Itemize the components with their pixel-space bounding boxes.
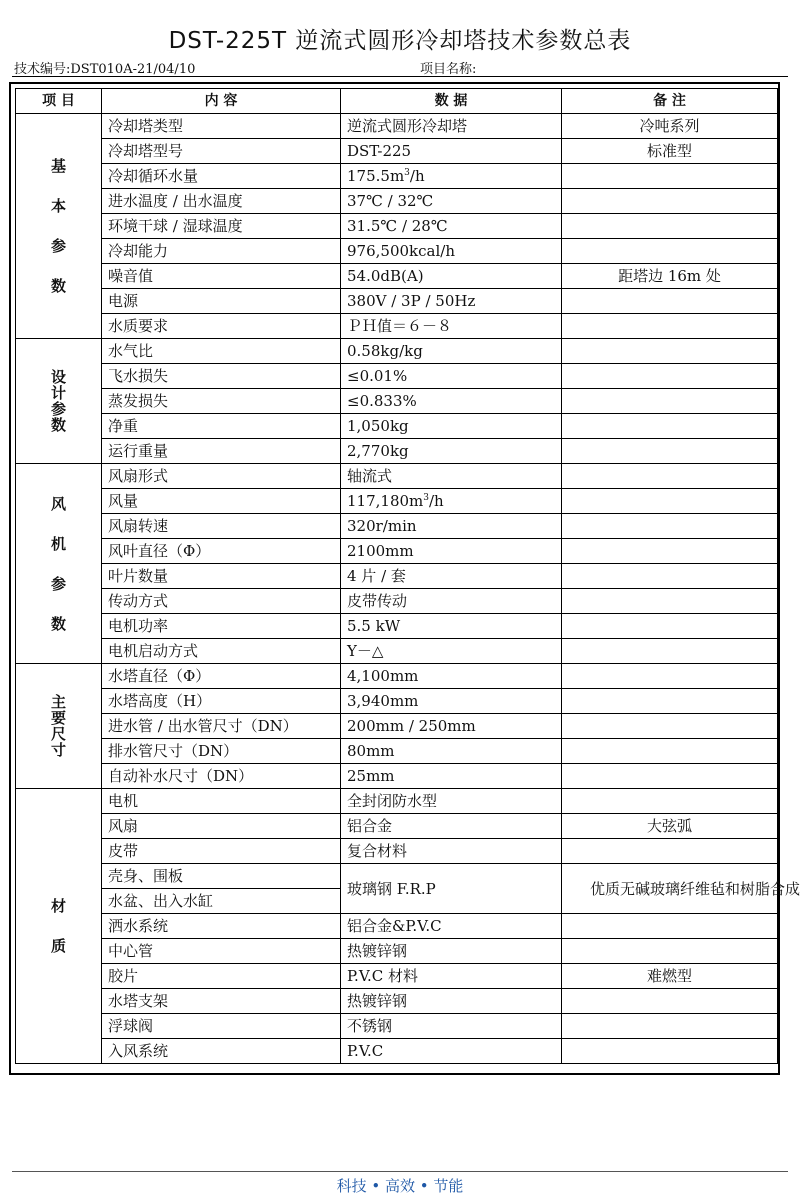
table-row (16, 389, 778, 414)
row-content: 电源 (102, 289, 341, 314)
document-title: DST-225T 逆流式圆形冷却塔技术参数总表 (168, 28, 632, 54)
table-row (16, 414, 778, 439)
row-content: 水气比 (102, 339, 341, 364)
table-row (16, 489, 778, 514)
row-remark (562, 664, 778, 689)
row-content: 冷却循环水量 (102, 164, 341, 189)
row-remark (562, 1039, 778, 1064)
row-remark (562, 589, 778, 614)
row-content: 水塔高度（H） (102, 689, 341, 714)
row-content: 蒸发损失 (102, 389, 341, 414)
row-remark (562, 789, 778, 814)
row-content: 水塔支架 (102, 989, 341, 1014)
row-remark (562, 839, 778, 864)
row-data: Y－△ (341, 639, 562, 664)
section-label-char: 参 (50, 400, 66, 418)
section-label-char: 设 (50, 368, 66, 386)
row-data: 80mm (341, 739, 562, 764)
table-row (16, 664, 778, 689)
row-remark (562, 489, 778, 514)
row-remark: 距塔边 16m 处 (562, 264, 778, 289)
table-row (16, 164, 778, 189)
row-data: 逆流式圆形冷却塔 (341, 114, 562, 139)
row-data: 31.5℃ / 28℃ (341, 214, 562, 239)
spec-table (15, 88, 800, 1064)
section-label (16, 114, 102, 339)
section-label-char: 计 (50, 384, 66, 402)
row-data: 976,500kcal/h (341, 239, 562, 264)
row-content: 风扇转速 (102, 514, 341, 539)
row-data: 4 片 / 套 (341, 564, 562, 589)
row-remark (562, 539, 778, 564)
row-data: ＰＨ值＝６－８ (341, 314, 562, 339)
row-data: ≤0.01% (341, 364, 562, 389)
row-data: 玻璃钢 F.R.P (341, 864, 562, 914)
section-label-char: 要 (50, 709, 66, 727)
section-label-char: 参 (50, 574, 66, 593)
row-data: 热镀锌钢 (341, 989, 562, 1014)
row-remark: 优质无碱玻璃纤维毡和树脂合成 (562, 864, 778, 914)
row-remark (562, 314, 778, 339)
row-remark (562, 764, 778, 789)
row-data: 25mm (341, 764, 562, 789)
row-remark (562, 389, 778, 414)
header-content: 内 容 (102, 89, 341, 114)
row-content: 电机 (102, 789, 341, 814)
table-row (16, 964, 778, 989)
table-row (16, 689, 778, 714)
table-header-row (16, 89, 778, 114)
row-remark (562, 364, 778, 389)
row-content: 风叶直径（Φ） (102, 539, 341, 564)
table-row (16, 364, 778, 389)
superscript: 3 (423, 493, 429, 503)
row-data: 热镀锌钢 (341, 939, 562, 964)
row-remark (562, 514, 778, 539)
section-label-char: 风 (50, 494, 66, 513)
row-data: 5.5 kW (341, 614, 562, 639)
table-row (16, 314, 778, 339)
row-content: 水盆、出入水缸 (102, 889, 341, 914)
table-row (16, 839, 778, 864)
row-data: 380V / 3P / 50Hz (341, 289, 562, 314)
row-data: 0.58kg/kg (341, 339, 562, 364)
row-remark: 冷吨系列 (562, 114, 778, 139)
section-label-char: 数 (50, 277, 66, 295)
row-content: 进水管 / 出水管尺寸（DN） (102, 714, 341, 739)
row-remark (562, 639, 778, 664)
section-label-char: 机 (50, 534, 66, 553)
table-row (16, 714, 778, 739)
table-row (16, 564, 778, 589)
section-label (16, 664, 102, 789)
row-data: $117,180m^3/h$ (341, 489, 562, 514)
table-row (16, 339, 778, 364)
row-remark: 大弦弧 (562, 814, 778, 839)
table-row (16, 639, 778, 664)
table-row (16, 114, 778, 139)
table-row (16, 764, 778, 789)
table-row (16, 939, 778, 964)
row-data: 320r/min (341, 514, 562, 539)
table-row (16, 464, 778, 489)
row-remark (562, 289, 778, 314)
row-remark (562, 464, 778, 489)
row-remark: 难燃型 (562, 964, 778, 989)
section-label (16, 464, 102, 664)
header-item: 项 目 (16, 89, 102, 114)
row-content: 壳身、围板 (102, 864, 341, 889)
row-data: 1,050kg (341, 414, 562, 439)
row-remark (562, 739, 778, 764)
table-row (16, 589, 778, 614)
row-content: 进水温度 / 出水温度 (102, 189, 341, 214)
row-data: 铝合金&P.V.C (341, 914, 562, 939)
row-remark (562, 989, 778, 1014)
table-row (16, 189, 778, 214)
row-content: 风量 (102, 489, 341, 514)
row-content: 净重 (102, 414, 341, 439)
row-data: 3,940mm (341, 689, 562, 714)
row-content: 洒水系统 (102, 914, 341, 939)
row-content: 水质要求 (102, 314, 341, 339)
row-remark (562, 414, 778, 439)
row-content: 冷却能力 (102, 239, 341, 264)
footer-slogan: 科技 • 高效 • 节能 (336, 1177, 464, 1195)
row-remark (562, 714, 778, 739)
row-content: 飞水损失 (102, 364, 341, 389)
table-row (16, 514, 778, 539)
row-content: 风扇 (102, 814, 341, 839)
header-remark: 备 注 (562, 89, 778, 114)
row-remark (562, 239, 778, 264)
table-row (16, 1039, 778, 1064)
section-label-char: 本 (50, 197, 66, 215)
table-row (16, 264, 778, 289)
table-row (16, 539, 778, 564)
row-remark (562, 164, 778, 189)
table-row (16, 439, 778, 464)
row-content: 入风系统 (102, 1039, 341, 1064)
row-content: 环境干球 / 湿球温度 (102, 214, 341, 239)
row-remark (562, 339, 778, 364)
row-content: 水塔直径（Φ） (102, 664, 341, 689)
row-remark (562, 214, 778, 239)
doc-number: 技术编号:DST010A-21/04/10 (14, 62, 196, 77)
row-content: 叶片数量 (102, 564, 341, 589)
table-row (16, 989, 778, 1014)
row-data: 轴流式 (341, 464, 562, 489)
row-data: 2,770kg (341, 439, 562, 464)
row-content: 电机启动方式 (102, 639, 341, 664)
row-data: 2100mm (341, 539, 562, 564)
row-content: 风扇形式 (102, 464, 341, 489)
table-row (16, 914, 778, 939)
row-content: 冷却塔类型 (102, 114, 341, 139)
row-data: 200mm / 250mm (341, 714, 562, 739)
table-row (16, 239, 778, 264)
row-content: 浮球阀 (102, 1014, 341, 1039)
header-divider (12, 76, 788, 77)
section-label-char: 数 (50, 614, 66, 633)
row-data: 铝合金 (341, 814, 562, 839)
footer-divider (12, 1171, 788, 1172)
row-content: 噪音值 (102, 264, 341, 289)
section-label-char: 材 (50, 897, 66, 915)
row-content: 冷却塔型号 (102, 139, 341, 164)
row-data: $175.5m^3/h$ (341, 164, 562, 189)
row-remark (562, 439, 778, 464)
table-row (16, 614, 778, 639)
row-data: 复合材料 (341, 839, 562, 864)
section-label-char: 寸 (50, 741, 66, 759)
row-content: 传动方式 (102, 589, 341, 614)
row-remark: 标准型 (562, 139, 778, 164)
table-row (16, 789, 778, 814)
row-remark (562, 939, 778, 964)
row-content: 排水管尺寸（DN） (102, 739, 341, 764)
section-label (16, 339, 102, 464)
section-label-char: 质 (50, 937, 66, 955)
row-remark (562, 914, 778, 939)
row-remark (562, 614, 778, 639)
table-row (16, 289, 778, 314)
section-label-char: 数 (50, 416, 66, 434)
superscript: 3 (404, 168, 410, 178)
header-data: 数 据 (341, 89, 562, 114)
row-data: DST-225 (341, 139, 562, 164)
section-label-char: 尺 (50, 725, 66, 743)
row-data: 皮带传动 (341, 589, 562, 614)
row-data: ≤0.833% (341, 389, 562, 414)
spec-table-body (16, 89, 800, 1064)
row-data: 全封闭防水型 (341, 789, 562, 814)
table-row (16, 1014, 778, 1039)
section-label-char: 参 (50, 237, 66, 255)
section-label-char: 主 (50, 693, 66, 711)
row-content: 自动补水尺寸（DN） (102, 764, 341, 789)
row-remark (562, 564, 778, 589)
row-remark (562, 189, 778, 214)
row-content: 运行重量 (102, 439, 341, 464)
row-data: 37℃ / 32℃ (341, 189, 562, 214)
row-content: 胶片 (102, 964, 341, 989)
section-label-char: 基 (50, 157, 66, 175)
row-content: 中心管 (102, 939, 341, 964)
table-row (16, 214, 778, 239)
row-remark (562, 1014, 778, 1039)
project-name-label: 项目名称: (420, 62, 477, 77)
table-row (16, 139, 778, 164)
row-data: 4,100mm (341, 664, 562, 689)
table-row (16, 864, 778, 889)
row-remark (562, 689, 778, 714)
row-data: P.V.C 材料 (341, 964, 562, 989)
table-row (16, 739, 778, 764)
section-label (16, 789, 102, 1064)
row-content: 皮带 (102, 839, 341, 864)
row-content: 电机功率 (102, 614, 341, 639)
row-data: 不锈钢 (341, 1014, 562, 1039)
row-data: 54.0dB(A) (341, 264, 562, 289)
table-row (16, 814, 778, 839)
row-data: P.V.C (341, 1039, 562, 1064)
